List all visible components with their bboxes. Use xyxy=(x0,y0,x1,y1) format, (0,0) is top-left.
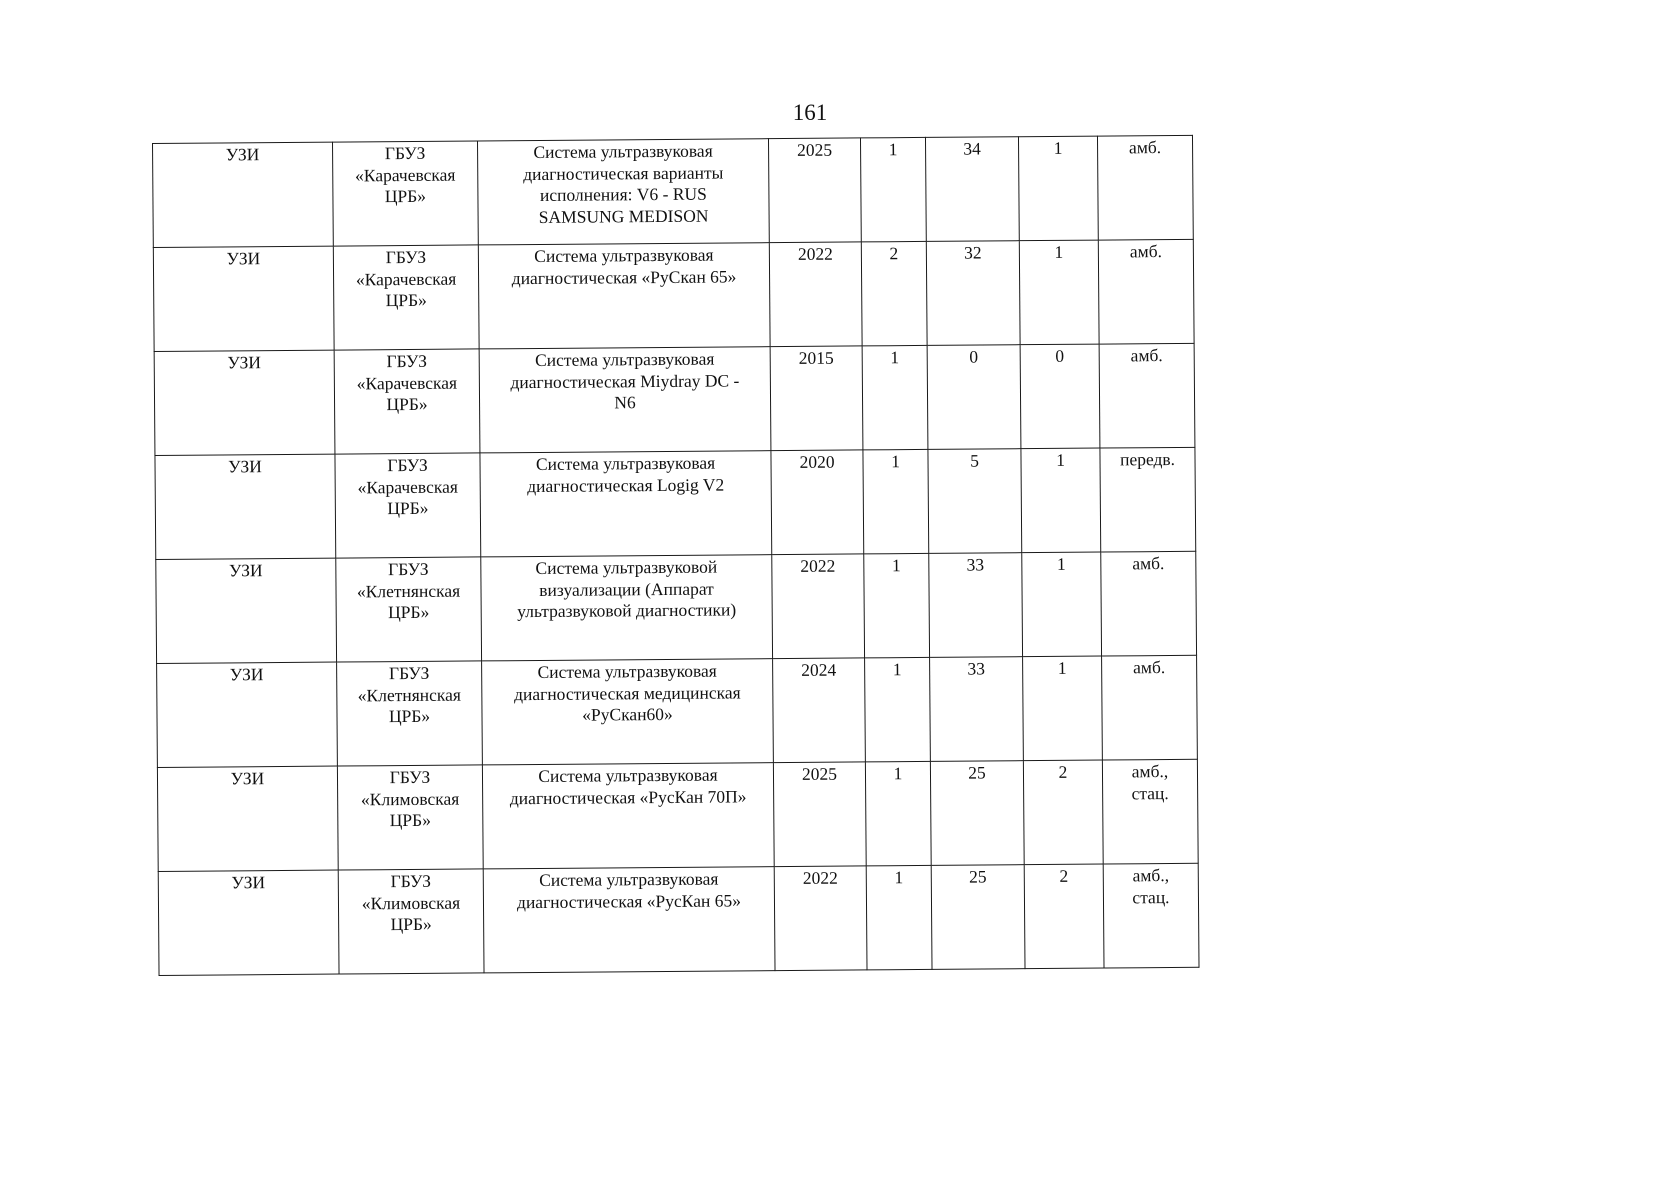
cell-text-type: УЗИ xyxy=(227,352,262,373)
cell-quantity xyxy=(862,345,928,450)
cell-text-shifts: 1 xyxy=(1053,137,1063,158)
cell-text-year: 2022 xyxy=(800,555,836,576)
cell-text-load: 34 xyxy=(963,138,981,159)
cell-text-mode: амб., стац. xyxy=(1132,865,1170,907)
cell-text-quantity: 1 xyxy=(892,659,902,680)
cell-text-shifts: 1 xyxy=(1056,449,1065,470)
cell-year xyxy=(773,762,866,867)
cell-text-shifts: 2 xyxy=(1058,761,1068,782)
cell-text-equipment: Система ультразвуковая диагностическая «РусКан 65» xyxy=(516,868,742,912)
cell-shifts xyxy=(1024,864,1104,969)
cell-text-organization: ГБУЗ «Карачевская ЦРБ» xyxy=(355,142,456,207)
table-row xyxy=(154,343,1195,455)
cell-text-quantity: 1 xyxy=(891,451,900,472)
cell-organization xyxy=(336,557,482,662)
cell-shifts xyxy=(1023,656,1103,761)
table-row xyxy=(157,759,1198,871)
cell-quantity xyxy=(860,137,926,242)
cell-exam-type xyxy=(158,870,339,975)
cell-text-organization: ГБУЗ «Карачевская ЦРБ» xyxy=(357,454,458,519)
cell-year xyxy=(770,346,863,451)
table-row xyxy=(156,551,1197,663)
cell-text-mode: передв. xyxy=(1119,448,1176,470)
cell-text-type: УЗИ xyxy=(231,872,266,893)
cell-equipment xyxy=(479,347,771,453)
table-row xyxy=(157,655,1198,767)
page-number: 161 xyxy=(792,100,828,125)
cell-load xyxy=(927,345,1021,450)
cell-year xyxy=(774,866,867,971)
table-body xyxy=(153,135,1200,975)
cell-equipment xyxy=(477,139,769,245)
cell-text-load: 33 xyxy=(967,658,985,679)
cell-text-equipment: Система ультразвуковая диагностическая «РусКан 70П» xyxy=(509,764,747,808)
cell-load xyxy=(931,865,1025,970)
cell-mode xyxy=(1100,447,1196,552)
cell-shifts xyxy=(1022,552,1102,657)
cell-text-load: 33 xyxy=(966,554,985,575)
cell-text-year: 2015 xyxy=(798,347,834,368)
cell-equipment xyxy=(481,555,773,661)
cell-load xyxy=(926,241,1020,346)
cell-text-organization: ГБУЗ «Клетнянская ЦРБ» xyxy=(357,662,461,727)
cell-text-load: 25 xyxy=(968,762,986,783)
cell-text-quantity: 2 xyxy=(889,243,899,264)
cell-text-load: 32 xyxy=(964,242,982,263)
cell-year xyxy=(768,138,861,243)
cell-text-mode: амб., стац. xyxy=(1131,761,1169,803)
cell-load xyxy=(930,657,1024,762)
cell-load xyxy=(929,553,1023,658)
cell-mode xyxy=(1103,863,1199,968)
cell-text-year: 2024 xyxy=(801,659,837,680)
cell-text-organization: ГБУЗ «Карачевская ЦРБ» xyxy=(355,246,457,311)
cell-exam-type xyxy=(155,454,336,559)
cell-text-shifts: 0 xyxy=(1055,345,1065,366)
cell-text-year: 2025 xyxy=(801,763,838,784)
table-row xyxy=(153,239,1194,351)
cell-year xyxy=(771,450,864,555)
cell-mode xyxy=(1102,655,1198,760)
cell-text-year: 2022 xyxy=(797,243,833,264)
cell-text-type: УЗИ xyxy=(230,768,265,789)
cell-text-type: УЗИ xyxy=(226,248,261,269)
cell-text-type: УЗИ xyxy=(228,456,262,477)
cell-quantity xyxy=(863,449,929,554)
cell-equipment xyxy=(482,659,774,765)
cell-equipment xyxy=(483,867,775,973)
cell-text-shifts: 1 xyxy=(1057,657,1067,678)
cell-organization xyxy=(332,141,478,246)
cell-quantity xyxy=(866,865,932,970)
equipment-table xyxy=(152,135,1200,976)
cell-text-organization: ГБУЗ «Климовская ЦРБ» xyxy=(360,766,460,831)
cell-equipment xyxy=(482,763,774,869)
cell-text-shifts: 1 xyxy=(1056,553,1066,574)
cell-mode xyxy=(1102,759,1198,864)
cell-text-organization: ГБУЗ «Климовская ЦРБ» xyxy=(361,870,461,935)
cell-organization xyxy=(337,765,483,870)
cell-text-equipment: Система ультразвуковая диагностическая медицинская «РуСкан60» xyxy=(513,660,741,725)
cell-text-equipment: Система ультразвуковая диагностическая «РуСкан 65» xyxy=(511,244,737,288)
cell-text-mode: амб. xyxy=(1128,137,1162,158)
cell-text-organization: ГБУЗ «Карачевская ЦРБ» xyxy=(356,350,458,415)
cell-mode xyxy=(1098,239,1194,344)
cell-text-year: 2022 xyxy=(802,867,838,888)
cell-load xyxy=(930,761,1024,866)
table-row xyxy=(158,863,1199,975)
cell-exam-type xyxy=(156,558,337,663)
cell-organization xyxy=(335,453,481,558)
cell-mode xyxy=(1099,343,1195,448)
cell-text-mode: амб. xyxy=(1133,657,1166,678)
cell-exam-type xyxy=(153,142,334,247)
cell-year xyxy=(773,658,866,763)
cell-organization xyxy=(338,869,484,974)
cell-quantity xyxy=(865,657,931,762)
cell-text-quantity: 1 xyxy=(894,867,904,888)
cell-text-quantity: 1 xyxy=(891,555,901,576)
cell-text-mode: амб. xyxy=(1132,553,1165,574)
cell-year xyxy=(772,554,865,659)
cell-shifts xyxy=(1018,136,1098,241)
cell-text-organization: ГБУЗ «Клетнянская ЦРБ» xyxy=(356,558,461,623)
cell-text-load: 5 xyxy=(970,450,979,471)
cell-exam-type xyxy=(157,766,338,871)
cell-text-quantity: 1 xyxy=(890,347,900,368)
cell-exam-type xyxy=(157,662,338,767)
cell-equipment xyxy=(480,451,772,557)
cell-shifts xyxy=(1019,240,1099,345)
cell-text-load: 25 xyxy=(968,866,987,887)
cell-equipment xyxy=(478,243,770,349)
cell-text-equipment: Система ультразвуковой визуализации (Аппарат ультразвуковой диагностики) xyxy=(517,556,737,622)
cell-text-quantity: 1 xyxy=(893,763,903,784)
cell-shifts xyxy=(1020,344,1100,449)
cell-text-equipment: Система ультразвуковая диагностическая Miydray DC - N6 xyxy=(510,348,740,413)
cell-text-equipment: Система ультразвуковая диагностическая варианты исполнения: V6 - RUS SAMSUNG MEDISON xyxy=(523,140,724,227)
cell-text-shifts: 2 xyxy=(1059,865,1069,886)
cell-quantity xyxy=(864,553,930,658)
cell-text-type: УЗИ xyxy=(228,560,263,581)
cell-quantity xyxy=(861,241,927,346)
cell-organization xyxy=(334,349,480,454)
cell-text-year: 2020 xyxy=(799,451,835,472)
cell-text-year: 2025 xyxy=(796,139,833,160)
cell-year xyxy=(769,242,862,347)
cell-shifts xyxy=(1023,760,1103,865)
cell-organization xyxy=(337,661,483,766)
cell-text-mode: амб. xyxy=(1129,241,1163,262)
cell-text-quantity: 1 xyxy=(888,139,898,160)
table-row xyxy=(153,135,1194,247)
cell-load xyxy=(928,449,1022,554)
cell-text-type: УЗИ xyxy=(225,144,260,165)
cell-mode xyxy=(1097,135,1193,240)
cell-text-mode: амб. xyxy=(1130,345,1163,366)
table-row xyxy=(155,447,1196,559)
cell-exam-type xyxy=(153,246,334,351)
cell-organization xyxy=(333,245,479,350)
cell-load xyxy=(925,137,1019,242)
cell-text-shifts: 1 xyxy=(1054,241,1064,262)
cell-text-type: УЗИ xyxy=(229,664,264,685)
cell-quantity xyxy=(865,761,931,866)
cell-shifts xyxy=(1021,448,1101,553)
cell-text-equipment: Система ультразвуковая диагностическая Logig V2 xyxy=(527,452,725,496)
cell-text-load: 0 xyxy=(969,346,979,367)
cell-exam-type xyxy=(154,350,335,455)
cell-mode xyxy=(1101,551,1197,656)
